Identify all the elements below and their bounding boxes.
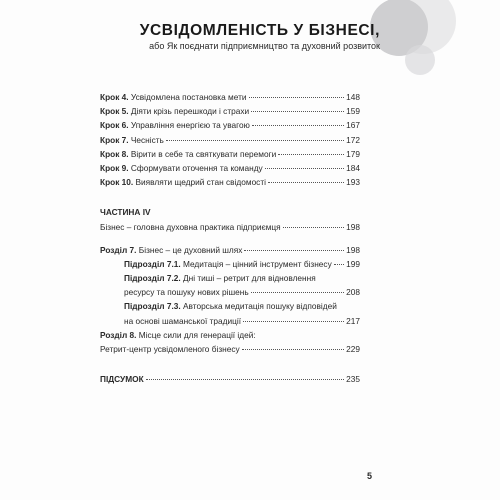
toc-part-heading [100,207,360,221]
toc-entry-title: Місце сили для генерації ідей: [136,329,256,340]
toc-entry-prefix: Підрозділ 7.2. [124,273,181,284]
toc-entry-title: Управління енергією та увагою [128,120,250,131]
spacer [100,191,360,207]
toc-page-number: 193 [346,177,360,188]
toc-entry-section-8-cont[interactable] [100,344,360,358]
toc-entry-title: Дні тиші – ретрит для відновлення [180,273,316,284]
dot-leader [249,97,344,98]
toc-entry-subsection-7-2[interactable] [100,273,360,287]
book-subtitle: або Як поєднати підприємництво та духовний розвиток [149,41,380,51]
page-number: 5 [367,471,373,481]
dot-leader [252,125,344,126]
dot-leader [166,140,344,141]
spacer [100,236,360,245]
toc-page-number: 235 [346,374,360,385]
dot-leader [283,227,344,228]
toc-page-number: 229 [346,344,360,354]
toc-entry-step-7[interactable] [100,135,360,149]
toc-entry-subsection-7-3[interactable] [100,301,360,315]
toc-entry-title-cont: ресурсу та пошуку нових рішень [124,287,249,298]
toc-page-number: 217 [346,315,360,326]
toc-entry-title: Вірити в себе та святкувати перемоги [128,148,277,159]
part-heading: ЧАСТИНА IV [100,207,151,218]
table-of-contents [100,92,360,388]
toc-page-number: 159 [346,106,360,117]
toc-entry-summary[interactable] [100,374,360,388]
toc-page-number: 148 [346,92,360,102]
summary-heading: ПІДСУМОК [100,374,144,385]
toc-entry-step-8[interactable] [100,149,360,163]
dot-leader [251,292,344,293]
toc-entry-prefix: Розділ 7. [100,244,137,255]
toc-entry-subsection-7-3-cont[interactable] [100,316,360,330]
toc-entry-title-cont: на основі шаманської традиції [124,315,242,326]
toc-entry-step-9[interactable] [100,163,360,177]
toc-entry-prefix: Розділ 8. [100,329,137,340]
toc-entry-part-4[interactable] [100,222,360,236]
dot-leader [242,349,344,350]
toc-entry-prefix: Крок 6. [100,120,129,131]
toc-entry-prefix: Крок 9. [100,162,129,173]
dot-leader [243,321,344,322]
toc-entry-title: Бізнес – це духовний шлях [136,244,243,255]
toc-page-number: 167 [346,120,360,131]
toc-page-number: 198 [346,221,360,232]
dot-leader [146,379,344,380]
toc-entry-prefix: Підрозділ 7.1. [124,258,181,269]
toc-page-number: 199 [346,258,360,269]
toc-entry-title: Авторська медитація пошуку відповідей [180,301,337,312]
dot-leader [334,264,344,265]
toc-entry-subsection-7-2-cont[interactable] [100,287,360,301]
toc-entry-title: Сформувати оточення та команду [128,162,263,173]
toc-page-number: 179 [346,148,360,159]
toc-entry-section-8[interactable] [100,330,360,344]
toc-page-number: 172 [346,134,360,145]
toc-entry-prefix: Крок 8. [100,148,129,159]
toc-entry-prefix: Підрозділ 7.3. [124,301,181,312]
toc-entry-prefix: Крок 10. [100,177,134,188]
toc-entry-subsection-7-1[interactable] [100,259,360,273]
dot-leader [251,111,344,112]
spacer [100,358,360,374]
toc-entry-prefix: Крок 4. [100,92,129,102]
toc-page-number: 184 [346,162,360,173]
dot-leader [268,182,344,183]
toc-entry-step-10[interactable] [100,177,360,191]
toc-entry-title-cont: Ретрит-центр усвідомленого бізнесу [100,344,240,354]
toc-entry-title: Бізнес – головна духовна практика підприємця [100,221,281,232]
toc-page-number: 208 [346,287,360,298]
dot-leader [265,168,344,169]
toc-entry-section-7[interactable] [100,245,360,259]
toc-entry-title: Усвідомлена постановка мети [128,92,247,102]
toc-entry-title: Виявляти щедрий стан свідомості [133,177,266,188]
toc-entry-step-6[interactable] [100,120,360,134]
decorative-circle-small [405,45,435,75]
dot-leader [244,250,344,251]
toc-entry-step-5[interactable] [100,106,360,120]
dot-leader [278,154,344,155]
toc-entry-title: Медитація – цінний інструмент бізнесу [180,258,332,269]
toc-page-number: 198 [346,244,360,255]
toc-entry-prefix: Крок 5. [100,106,129,117]
book-title: УСВІДОМЛЕНІСТЬ У БІЗНЕСІ, [139,22,380,39]
toc-entry-prefix: Крок 7. [100,134,129,145]
toc-entry-title: Чесність [128,134,164,145]
toc-entry-title: Діяти крізь перешкоди і страхи [128,106,250,117]
toc-entry-step-4[interactable] [100,92,360,106]
